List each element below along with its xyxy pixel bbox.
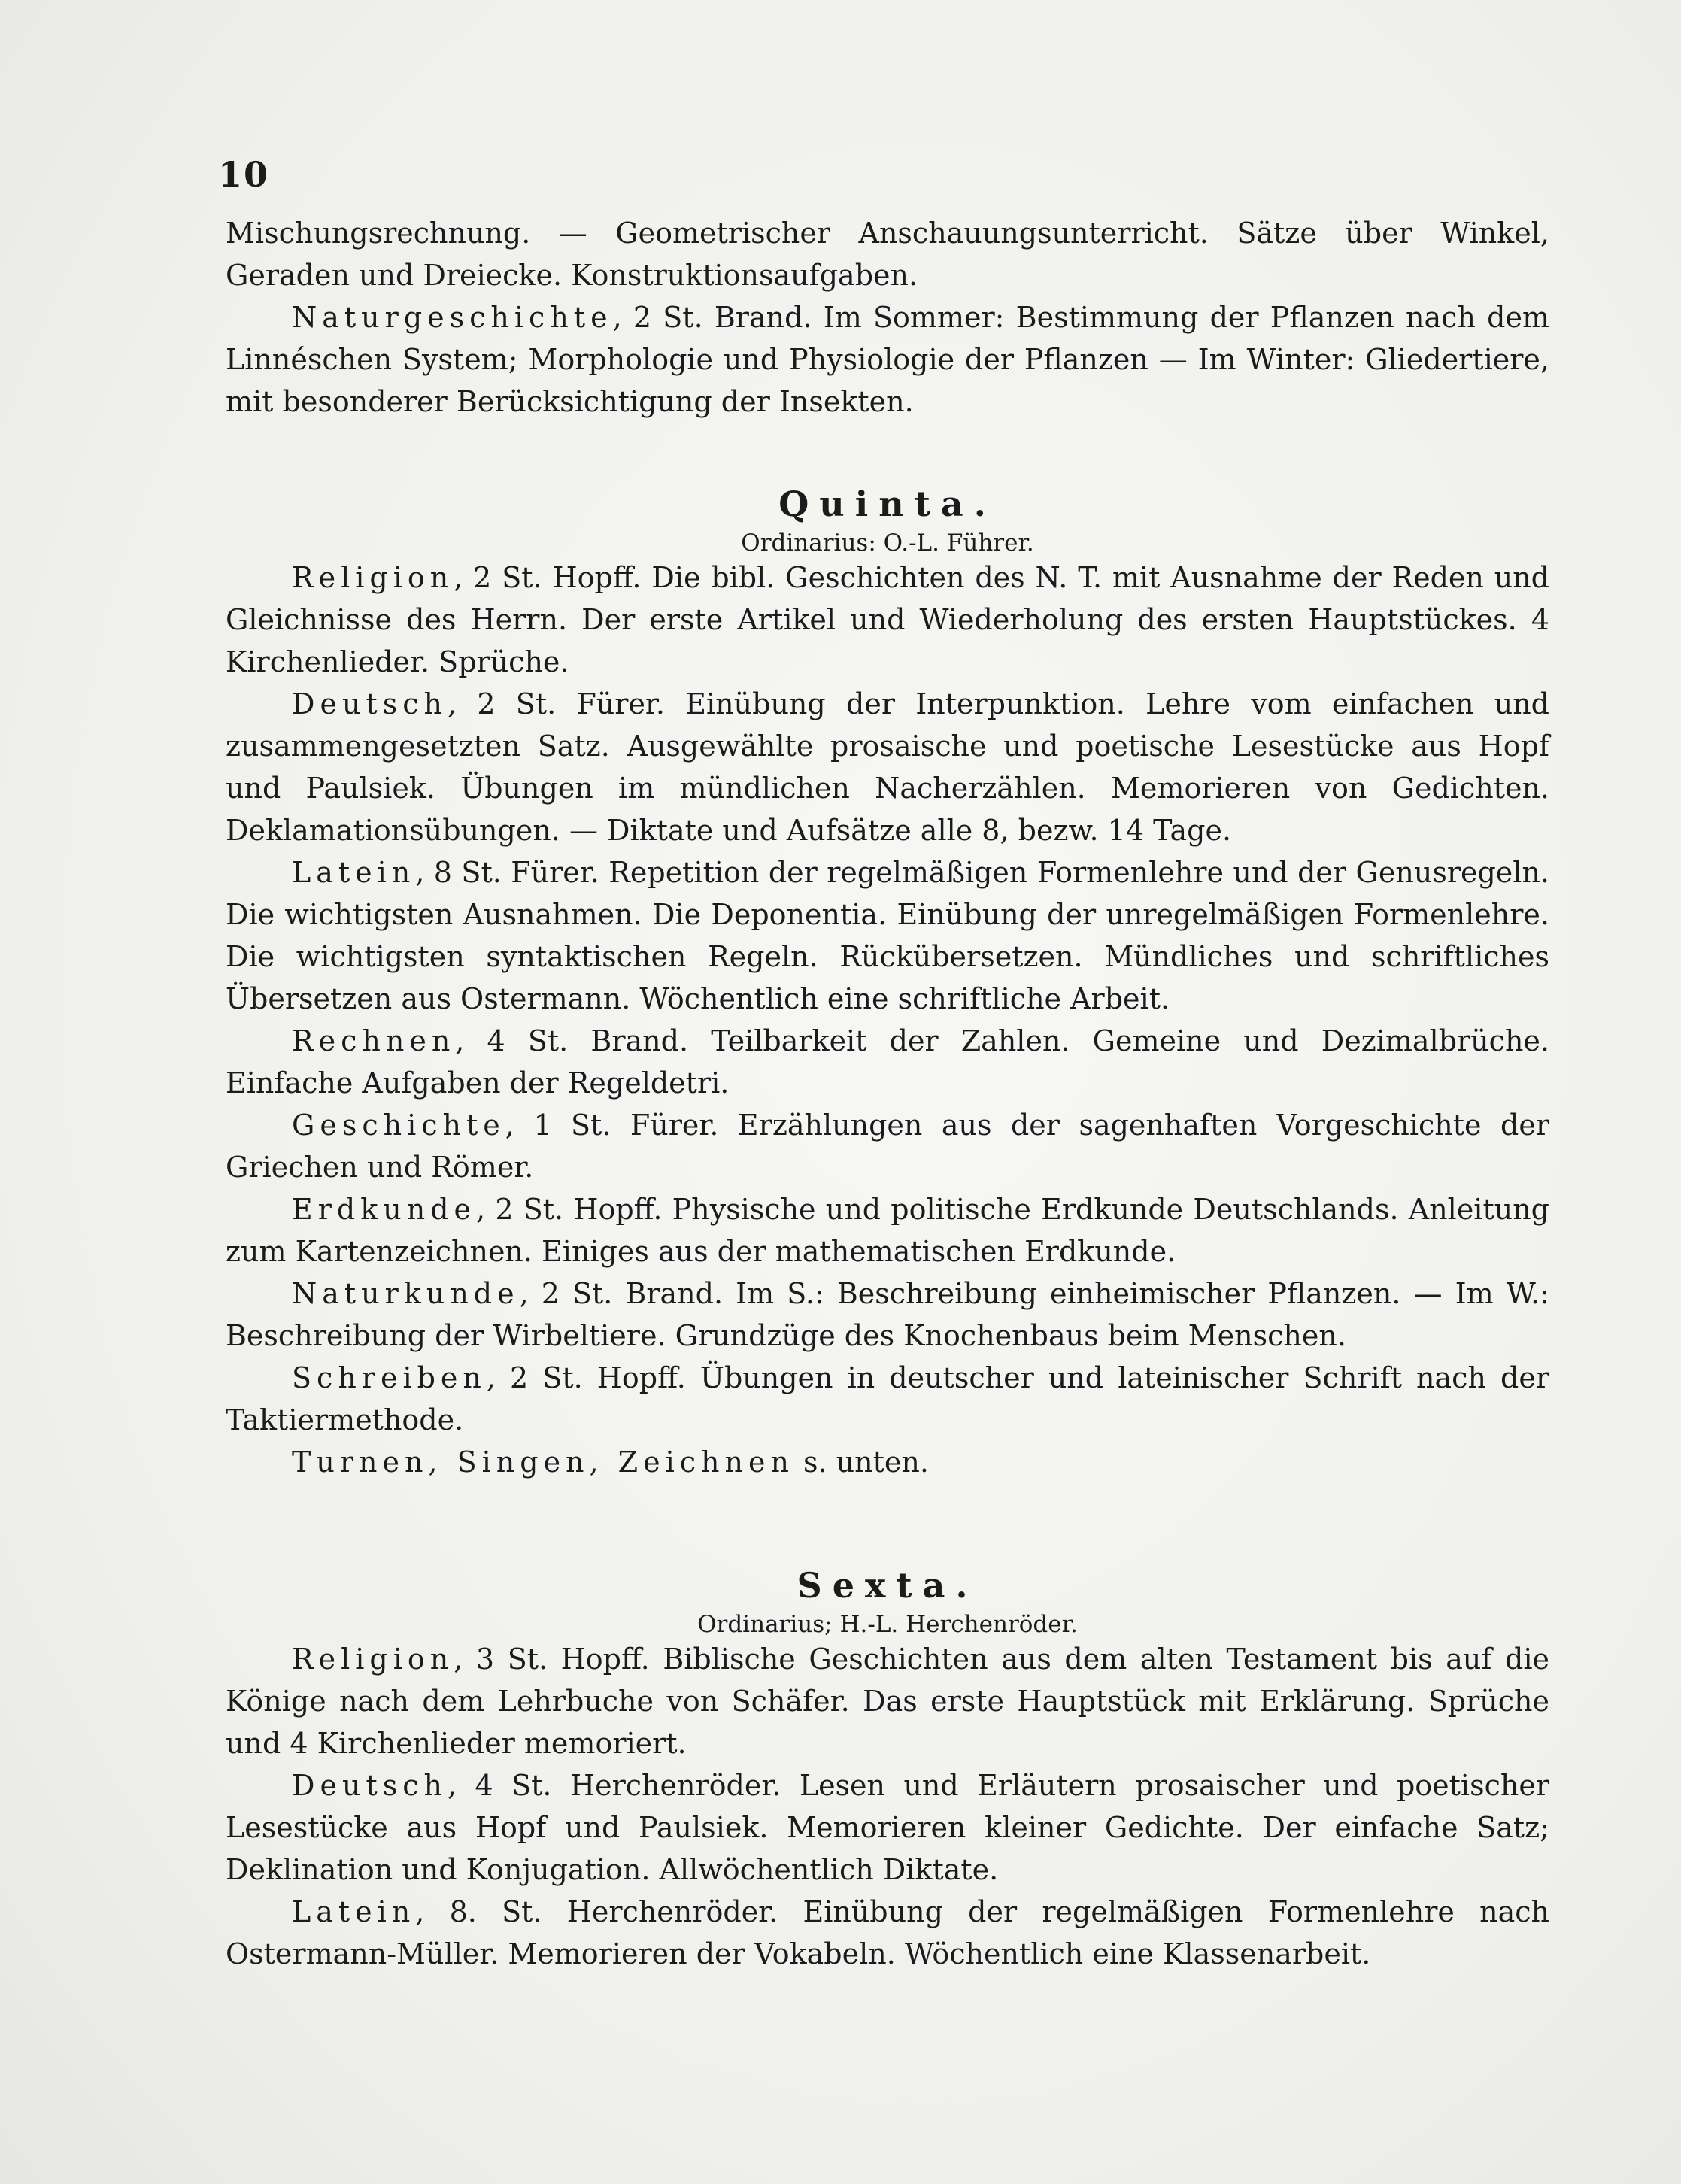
intro-block [226,212,1549,423]
subject-label: Rechnen [292,1024,456,1057]
quinta-paragraph [226,557,1549,683]
paragraph-text: , 2 St. Hopff. Physische und politische Erdkunde Deutschlands. Anleitung zum Kartenzeichnen. Einiges aus der mathematischen Erdkunde. [226,1193,1549,1268]
paragraph-text: , 2 St. Brand. Im Sommer: Bestimmung der Pflanzen nach dem Linnéschen System; Morphologie und Physiologie der Pflanzen — Im Winter: Gliedertiere, mit besonderer Berücksichtigung der Insekten. [226,301,1549,418]
quinta-paragraph [226,1104,1549,1188]
subject-label: Naturgeschichte [292,301,613,334]
intro-paragraph-naturgeschichte [226,296,1549,423]
subject-label: Religion [292,1643,454,1676]
sexta-block [226,1638,1549,1975]
quinta-paragraph [226,1272,1549,1357]
subject-label: Religion [292,561,454,594]
paragraph-text: , 2 St. Fürer. Einübung der Interpunktion. Lehre vom einfachen und zusammengesetzten Satz. Ausgewählte prosaische und poetische Lesestücke aus Hopf und Paulsiek. Übungen im mündlichen Nacherzählen. Memorieren von Gedichten. Deklamationsübungen. — Diktate und Aufsätze alle 8, bezw. 14 Tage. [226,687,1549,847]
intro-paragraph-1: Mischungsrechnung. — Geometrischer Anschauungsunterricht. Sätze über Winkel, Geraden und Dreiecke. Konstruktionsaufgaben. [226,217,1549,292]
sexta-heading-wrapper [226,1563,1549,1608]
subject-label: Turnen, Singen, Zeichnen [292,1445,794,1479]
subject-label: Deutsch [292,687,448,720]
paragraph-text: , 2 St. Brand. Im S.: Beschreibung einheimischer Pflanzen. — Im W.: Beschreibung der Wirbeltiere. Grundzüge des Knochenbaus beim Menschen. [226,1277,1549,1352]
section-title-sexta: Sexta. [797,1565,979,1606]
quinta-paragraph [226,851,1549,1020]
paragraph-text: , 2 St. Hopff. Die bibl. Geschichten des N. T. mit Ausnahme der Reden und Gleichnisse des Herrn. Der erste Artikel und Wiederholung des ersten Hauptstückes. 4 Kirchenlieder. Sprüche. [226,561,1549,678]
paragraph-text: , 4 St. Herchenröder. Lesen und Erläutern prosaischer und poetischer Lesestücke aus Hopf und Paulsiek. Memorieren kleiner Gedichte. Der einfache Satz; Deklination und Konjugation. Allwöchentlich Diktate. [226,1769,1549,1886]
paragraph-text: , 8 St. Fürer. Repetition der regelmäßigen Formenlehre und der Genusregeln. Die wichtigsten Ausnahmen. Die Deponentia. Einübung der unregelmäßigen Formenlehre. Die wichtigsten syntaktischen Regeln. Rückübersetzen. Mündliches und schriftliches Übersetzen aus Ostermann. Wöchentlich eine schriftliche Arbeit. [226,856,1549,1015]
quinta-paragraph [226,1188,1549,1272]
section-ordinarius-sexta: Ordinarius; H.-L. Herchenröder. [697,1611,1078,1638]
quinta-paragraph [226,1357,1549,1441]
quinta-paragraph [226,1441,1549,1483]
quinta-block [226,557,1549,1483]
section-ordinarius-quinta: Ordinarius: O.-L. Führer. [741,529,1034,557]
page-number: 10 [218,154,270,195]
subject-label: Latein [292,856,416,889]
sexta-paragraph [226,1891,1549,1975]
quinta-heading-wrapper [226,481,1549,526]
subject-label: Deutsch [292,1769,448,1802]
paragraph-text: , 3 St. Hopff. Biblische Geschichten aus dem alten Testament bis auf die Könige nach dem Lehrbuche von Schäfer. Das erste Hauptstück mit Erklärung. Sprüche und 4 Kirchenlieder memoriert. [226,1643,1549,1760]
paragraph-text: , 2 St. Hopff. Übungen in deutscher und lateinischer Schrift nach der Taktiermethode. [226,1361,1549,1436]
sexta-paragraph [226,1764,1549,1891]
subject-label: Erdkunde [292,1193,477,1226]
sexta-paragraph [226,1638,1549,1764]
paragraph-text: , 8. St. Herchenröder. Einübung der regelmäßigen Formenlehre nach Ostermann-Müller. Memorieren der Vokabeln. Wöchentlich eine Klassenarbeit. [226,1895,1549,1970]
paragraph-text: s. unten. [793,1445,929,1479]
paragraph-text: , 4 St. Brand. Teilbarkeit der Zahlen. Gemeine und Dezimalbrüche. Einfache Aufgaben der Regeldetri. [226,1024,1549,1100]
quinta-paragraph [226,1020,1549,1104]
subject-label: Geschichte [292,1109,505,1142]
section-title-quinta: Quinta. [778,484,997,524]
quinta-paragraph [226,683,1549,851]
paragraph-text: , 1 St. Fürer. Erzählungen aus der sagenhaften Vorgeschichte der Griechen und Römer. [226,1109,1549,1184]
subject-label: Schreiben [292,1361,487,1394]
subject-label: Naturkunde [292,1277,520,1310]
subject-label: Latein [292,1895,416,1928]
